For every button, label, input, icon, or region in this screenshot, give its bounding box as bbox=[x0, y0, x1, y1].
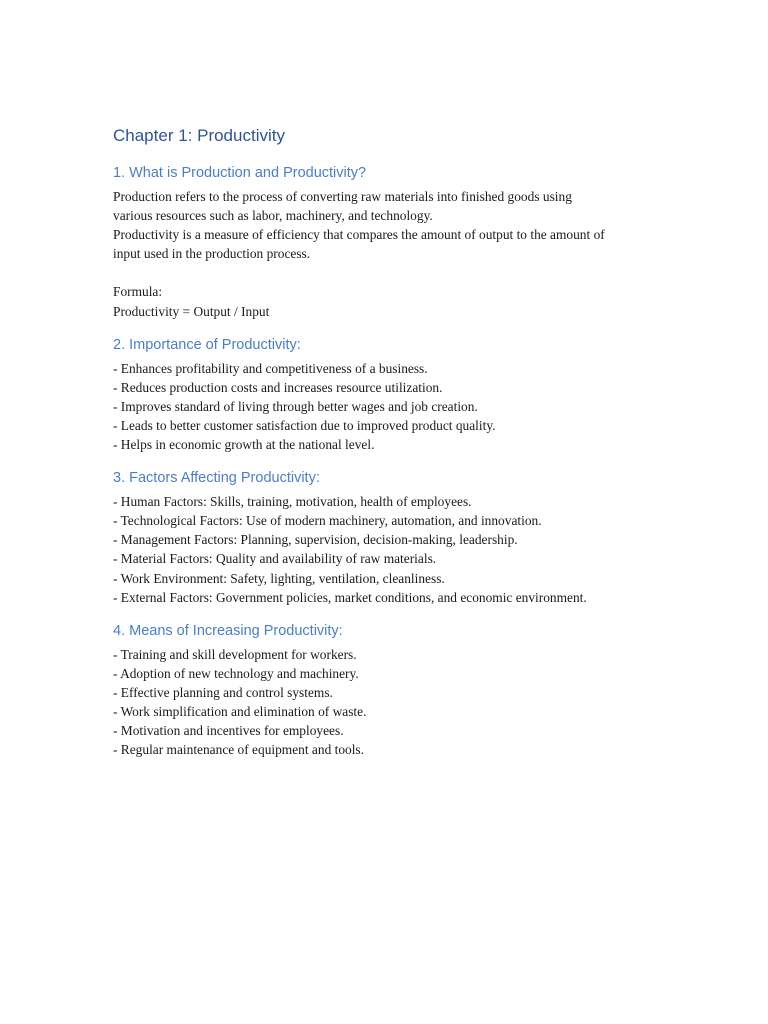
blank-line bbox=[113, 263, 673, 282]
bullet-list bbox=[113, 645, 673, 760]
paragraph-line: Productivity is a measure of efficiency that compares the amount of output to the amount of bbox=[113, 227, 605, 243]
list-item: - Enhances profitability and competitiveness of a business. bbox=[113, 360, 428, 376]
list-item: - External Factors: Government policies, market conditions, and economic environment. bbox=[113, 589, 587, 605]
list-item: - Adoption of new technology and machinery. bbox=[113, 665, 359, 681]
list-item: - Reduces production costs and increases resource utilization. bbox=[113, 379, 443, 395]
list-item: - Improves standard of living through better wages and job creation. bbox=[113, 398, 478, 414]
section-heading: 4. Means of Increasing Productivity: bbox=[113, 622, 343, 639]
section-heading: 1. What is Production and Productivity? bbox=[113, 165, 367, 181]
bullet-list bbox=[113, 359, 673, 454]
section-means bbox=[113, 621, 673, 760]
list-item: - Regular maintenance of equipment and tools. bbox=[113, 742, 364, 758]
chapter-title: Chapter 1: Productivity bbox=[113, 126, 285, 145]
document-page bbox=[113, 124, 673, 773]
list-item: - Effective planning and control systems. bbox=[113, 684, 333, 700]
list-item: - Human Factors: Skills, training, motivation, health of employees. bbox=[113, 494, 472, 510]
paragraph-line: various resources such as labor, machinery, and technology. bbox=[113, 208, 433, 224]
bullet-list bbox=[113, 492, 673, 607]
list-item: - Work simplification and elimination of waste. bbox=[113, 703, 367, 719]
list-item: - Leads to better customer satisfaction due to improved product quality. bbox=[113, 417, 496, 433]
list-item: - Helps in economic growth at the national level. bbox=[113, 437, 375, 453]
formula: Productivity = Output / Input bbox=[113, 303, 270, 319]
list-item: - Technological Factors: Use of modern machinery, automation, and innovation. bbox=[113, 513, 542, 529]
formula-label: Formula: bbox=[113, 284, 163, 300]
section-importance bbox=[113, 335, 673, 454]
list-item: - Material Factors: Quality and availability of raw materials. bbox=[113, 551, 437, 567]
section-heading: 2. Importance of Productivity: bbox=[113, 336, 301, 353]
list-item: - Training and skill development for workers. bbox=[113, 646, 357, 662]
section-heading: 3. Factors Affecting Productivity: bbox=[113, 470, 320, 487]
list-item: - Management Factors: Planning, supervision, decision-making, leadership. bbox=[113, 532, 518, 548]
section-factors bbox=[113, 468, 673, 607]
paragraph-line: Production refers to the process of converting raw materials into finished goods using bbox=[113, 189, 572, 204]
paragraph-line: input used in the production process. bbox=[113, 246, 311, 262]
list-item: - Work Environment: Safety, lighting, ventilation, cleanliness. bbox=[113, 570, 445, 586]
list-item: - Motivation and incentives for employees. bbox=[113, 723, 344, 739]
section-production-productivity bbox=[113, 163, 673, 321]
